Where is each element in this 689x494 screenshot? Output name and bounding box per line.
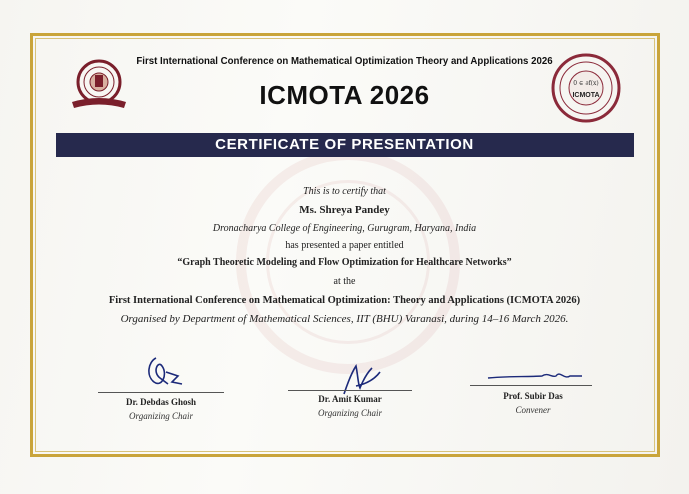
signatory-1-name: Dr. Debdas Ghosh	[126, 397, 196, 407]
paper-title: “Graph Theoretic Modeling and Flow Optimization for Healthcare Networks”	[177, 257, 512, 268]
signatory-2-role: Organizing Chair	[318, 408, 382, 418]
certify-text: This is to certify that	[303, 186, 386, 197]
signature-line-3	[470, 385, 592, 386]
signature-2-icon	[336, 358, 386, 398]
signatory-2-name: Dr. Amit Kumar	[318, 394, 382, 404]
signatory-1-role: Organizing Chair	[129, 411, 193, 421]
signature-1-icon	[138, 352, 188, 394]
conference-acronym: ICMOTA 2026	[259, 80, 430, 110]
recipient-affiliation: Dronacharya College of Engineering, Gurugram, Haryana, India	[212, 223, 477, 234]
signatory-3-role: Convener	[515, 405, 551, 415]
signatory-3-name: Prof. Subir Das	[503, 391, 563, 401]
recipient-name: Ms. Shreya Pandey	[299, 204, 390, 216]
organiser-text: Organised by Department of Mathematical Sciences, IIT (BHU) Varanasi, during 14–16 March 2026.	[120, 313, 569, 325]
conference-full-name: First International Conference on Mathematical Optimization: Theory and Applications (ICMOTA 2026)	[108, 295, 581, 306]
signatory-3	[458, 391, 608, 415]
at-the-text: at the	[333, 276, 356, 287]
signature-3-icon	[486, 364, 586, 386]
seal-text: ICMOTA	[572, 92, 600, 99]
signature-line-1	[98, 392, 224, 393]
certificate-title: CERTIFICATE OF PRESENTATION	[215, 136, 474, 153]
signatory-1	[86, 397, 236, 421]
signatory-2	[275, 394, 425, 418]
presented-text: has presented a paper entitled	[285, 240, 404, 251]
seal-formula: 0 ∈ ∂f(x)	[573, 80, 599, 87]
conference-title: First International Conference on Mathematical Optimization Theory and Applications 2026	[136, 55, 553, 67]
signature-line-2	[288, 390, 412, 391]
